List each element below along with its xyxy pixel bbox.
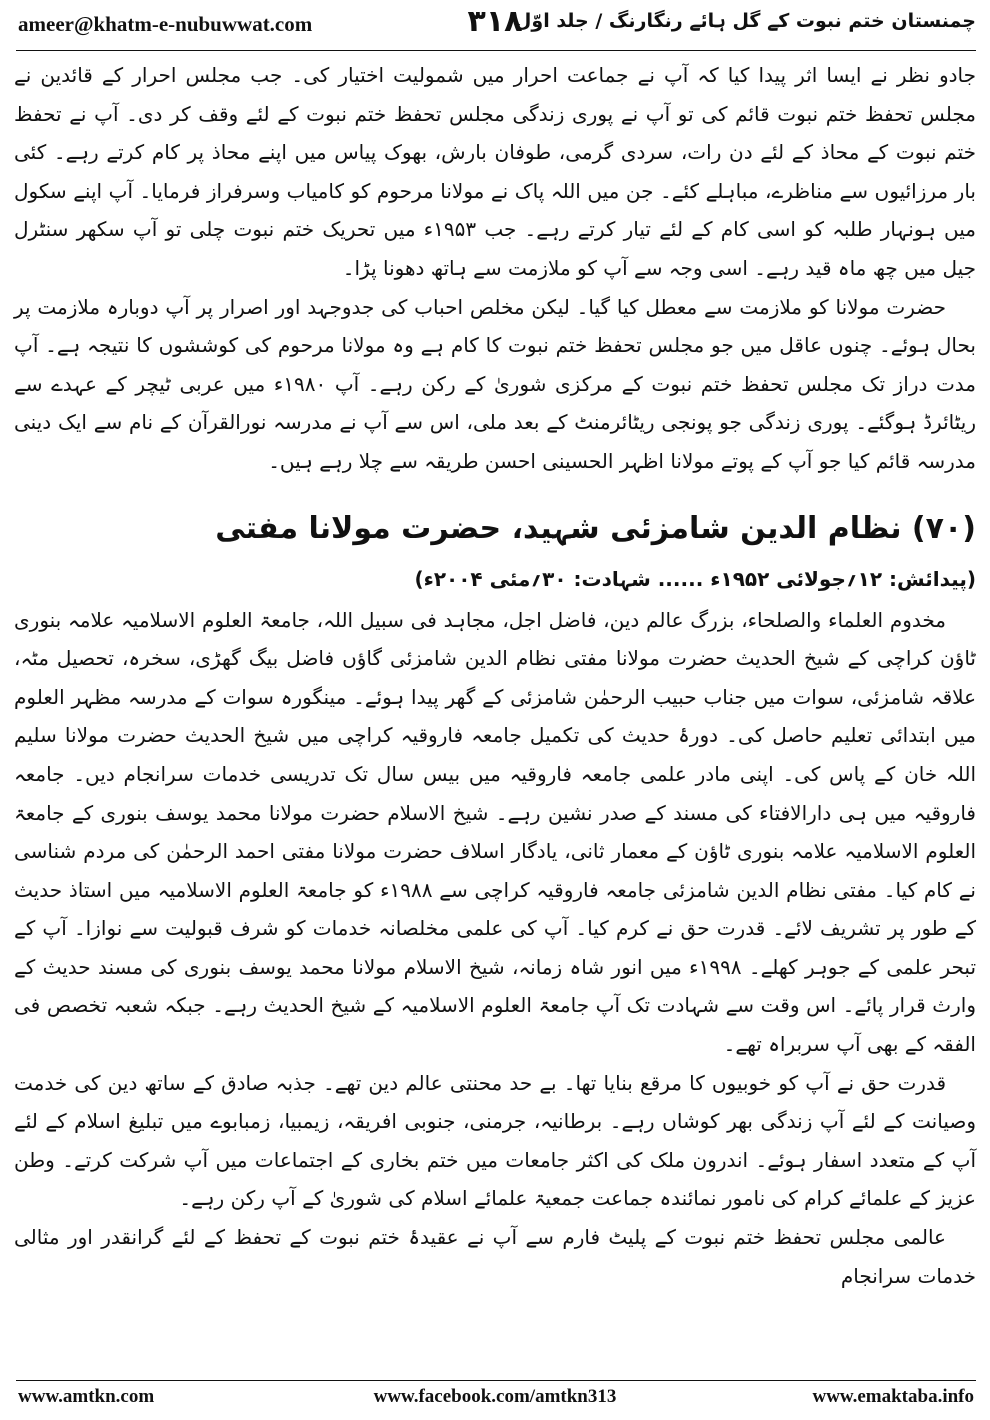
header-email[interactable]: ameer@khatm-e-nubuwwat.com: [18, 12, 313, 36]
footer-link-amtkn[interactable]: www.amtkn.com: [18, 1386, 155, 1407]
section-paragraph-3: عالمی مجلس تحفظ ختم نبوت کے پلیٹ فارم سے آپ نے عقیدۂ ختم نبوت کے تحفظ کے لئے گرانقدر اور مثالی خدمات سرانجام: [14, 1225, 976, 1288]
page-header: [0, 0, 990, 52]
section-heading: (۷۰) نظام الدین شامزئی شہید، حضرت مولانا مفتی: [215, 510, 976, 546]
section-paragraph-1: مخدوم العلماء والصلحاء، بزرگ عالم دین، فاضل اجل، مجاہد فی سبیل اللہ، جامعۃ العلوم الاسلامیہ علامہ بنوری ٹاؤن کراچی کے شیخ الحدیث حضرت مولانا مفتی نظام الدین شامزئی گاؤں فاضل بیگ گھڑی، سخرہ، تحصیل مٹہ، علاقہ شامزئی، سوات میں جناب حبیب الرحمٰن شامزئی کے گھر پیدا ہوئے۔ مینگورہ سوات کے مدرسہ مظہر العلوم میں ابتدائی تعلیم حاصل کی۔ دورۂ حدیث کی تکمیل جامعہ فاروقیہ کراچی میں شیخ الحدیث حضرت مولانا سلیم اللہ خان کے پاس کی۔ اپنی مادر علمی جامعہ فاروقیہ میں بیس سال تک تدریسی خدمات سرانجام دیں۔ جامعہ فاروقیہ میں ہی دارالافتاء کی مسند کے صدر نشین رہے۔ شیخ الاسلام حضرت مولانا محمد یوسف بنوری کے جامعۃ العلوم الاسلامیہ علامہ بنوری ٹاؤن کے معمار ثانی، یادگار اسلاف حضرت مولانا مفتی احمد الرحمٰن کی مردم شناسی نے کام کیا۔ مفتی نظام الدین شامزئی جامعہ فاروقیہ کراچی سے ۱۹۸۸ء کو جامعۃ العلوم الاسلامیہ میں استاذ حدیث کے طور پر تشریف لائے۔ قدرت حق نے کرم کیا۔ آپ کی علمی مخلصانہ خدمات کو شرف قبولیت سے نوازا۔ آپ کے تبحر علمی کے جوہر کھلے۔ ۱۹۹۸ء میں انور شاہ زمانہ، شیخ الاسلام مولانا محمد یوسف بنوری کی مسند حدیث کے وارث قرار پائے۔ اس وقت سے شہادت تک آپ جامعۃ العلوم الاسلامیہ کے شیخ الحدیث رہے۔ جبکہ شعبہ تخصص فی الفقہ کے بھی آپ سربراہ تھے۔: [14, 607, 977, 1057]
section-paragraph-2: قدرت حق نے آپ کو خوبیوں کا مرقع بنایا تھا۔ بے حد محنتی عالم دین تھے۔ جذبہ صادق کے ساتھ دین کی خدمت وصیانت کے لئے آپ زندگی بھر کوشاں رہے۔ برطانیہ، جرمنی، جنوبی افریقہ، زیمبیا، زمبابوے میں تبلیغ اسلام کے لئے آپ کے متعدد اسفار ہوئے۔ اندرون ملک کی اکثر جامعات میں ختم بخاری کے اجتماعات میں آپ شرکت کرتے۔ وطن عزیز کے علمائے کرام کی نامور نمائندہ جماعت جمعیۃ علمائے اسلام کی شوریٰ کے آپ رکن رہے۔: [14, 1070, 976, 1211]
intro-paragraph-1: جادو نظر نے ایسا اثر پیدا کیا کہ آپ نے جماعت احرار میں شمولیت اختیار کی۔ جب مجلس احرار کے قائدین نے مجلس تحفظ ختم نبوت قائم کی تو آپ نے پوری زندگی مجلس تحفظ ختم نبوت کے لئے وقف کر دی۔ آپ نے تحفظ ختم نبوت کے محاذ کے لئے دن رات، سردی گرمی، طوفان بارش، بھوک پیاس میں اپنے محاذ پر کام کرتے رہے۔ کئی بار مرزائیوں سے مناظرے، مباہلے کئے۔ جن میں اللہ پاک نے مولانا مرحوم کو کامیاب وسرفراز فرمایا۔ آپ اپنے سکول میں ہونہار طلبہ کو اسی کام کے لئے تیار کرتے رہے۔ جب ۱۹۵۳ء میں تحریک ختم نبوت چلی تو آپ سکھر سنٹرل جیل میں چھ ماہ قید رہے۔ اسی وجہ سے آپ کو ملازمت سے ہاتھ دھونا پڑا۔: [14, 63, 976, 280]
book-title: چمنستان ختم نبوت کے گل ہائے رنگارنگ / جلد اوّل: [514, 10, 976, 32]
page-body: [14, 56, 976, 1295]
page-footer: [0, 1384, 990, 1414]
footer-divider: [16, 1380, 976, 1381]
page-number: ۳۱۸: [467, 4, 523, 39]
section-dates: (پیدائش: ۱۲؍جولائی ۱۹۵۲ء ...... شہادت: ۳۰؍مئی ۲۰۰۴ء): [414, 566, 976, 591]
intro-paragraph-2: حضرت مولانا کو ملازمت سے معطل کیا گیا۔ لیکن مخلص احباب کی جدوجہد اور اصرار پر آپ دوبارہ ملازمت پر بحال ہوئے۔ چنوں عاقل میں جو مجلس تحفظ ختم نبوت کا کام ہے وہ مولانا مرحوم کی کوششوں کا نتیجہ ہے۔ آپ مدت دراز تک مجلس تحفظ ختم نبوت کے مرکزی شوریٰ کے رکن رہے۔ آپ ۱۹۸۰ء میں عربی ٹیچر کے عہدے سے ریٹائرڈ ہوگئے۔ پوری زندگی جو پونجی ریٹائرمنٹ کے بعد ملی، اس سے آپ نے مدرسہ نورالقرآن کے نام سے ایک دینی مدرسہ قائم کیا جو آپ کے پوتے مولانا اظہر الحسینی احسن طریقہ سے چلا رہے ہیں۔: [14, 294, 977, 473]
footer-link-facebook[interactable]: www.facebook.com/amtkn313: [373, 1386, 617, 1407]
footer-link-emaktaba[interactable]: www.emaktaba.info: [812, 1386, 974, 1407]
header-divider: [16, 50, 976, 51]
